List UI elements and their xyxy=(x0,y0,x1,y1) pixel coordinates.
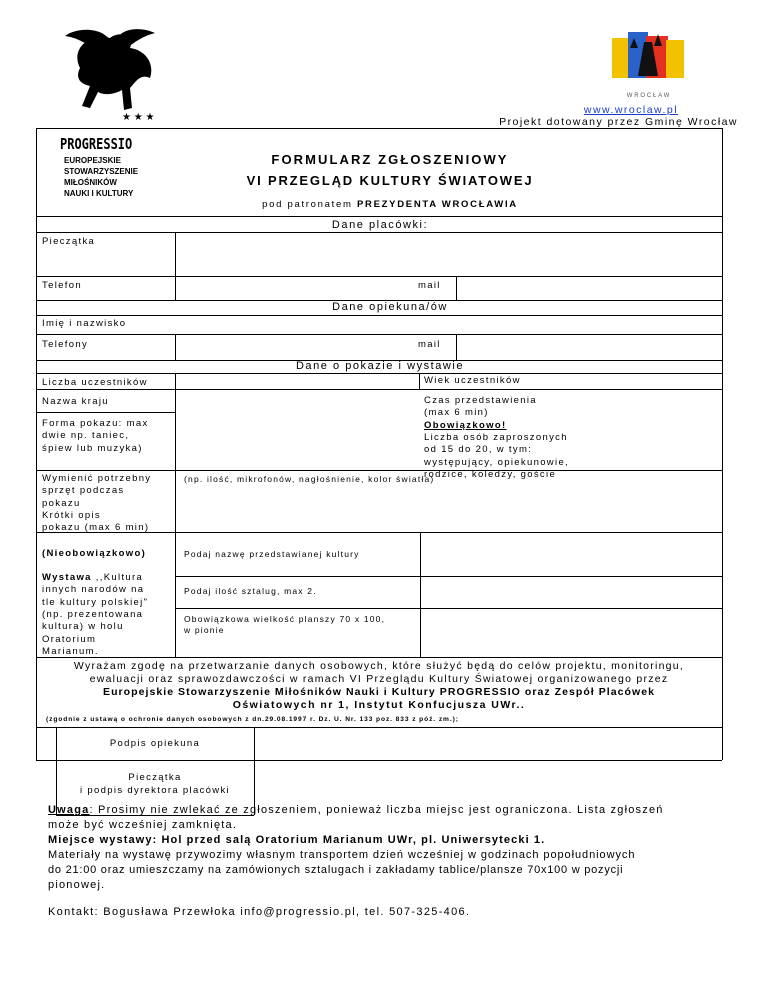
notice-line-4: Materiały na wystawę przywozimy własnym transportem dzień wcześniej w godzinach popołudniowych xyxy=(48,849,636,861)
exhibit-bold: Wystawa xyxy=(42,572,92,583)
director-stamp-label: Pieczątka xyxy=(128,772,182,783)
country-field[interactable] xyxy=(176,391,416,411)
guardian-name-label: Imię i nazwisko xyxy=(42,318,127,329)
guests-line-1: Liczba osób zaproszonych xyxy=(424,432,568,444)
show-form-line-2: dwie np. taniec, xyxy=(42,430,130,442)
consent-line-4: Oświatowych nr 1, Instytut Konfucjusza UWr.. xyxy=(232,699,526,711)
progressio-subtitle-line-3: MIŁOŚNIKÓW xyxy=(64,178,117,187)
notice-text: : Prosimy nie zwlekać ze zgłoszeniem, ponieważ liczba miejsc jest ograniczona. Lista zgłoszeń xyxy=(89,804,664,816)
progressio-subtitle xyxy=(64,155,190,199)
easels-label: Podaj ilość sztalug, max 2. xyxy=(184,586,317,596)
exhibit-line-3: tle kultury polskiej" xyxy=(42,596,149,608)
exhibit-line-2: innych narodów na xyxy=(42,584,145,596)
exhibit-line-4: (np. prezentowana xyxy=(42,609,144,621)
institution-mail-field[interactable] xyxy=(457,277,721,299)
exhibit-line-1: ,,Kultura xyxy=(95,572,144,583)
show-form-line-1: Forma pokazu: max xyxy=(42,418,149,429)
duration-guests-block xyxy=(424,395,720,481)
duration-line-1: Czas przedstawienia xyxy=(424,395,537,406)
consent-line-3: Europejskie Stowarzyszenie Miłośników Nauki i Kultury PROGRESSIO oraz Zespół Placówek xyxy=(103,686,655,698)
guardian-mail-field[interactable] xyxy=(457,335,721,359)
pegasus-icon xyxy=(60,28,170,128)
equipment-field[interactable] xyxy=(176,485,721,529)
guests-line-4: rodzice, koledzy, goście xyxy=(424,469,557,481)
guardian-phones-label: Telefony xyxy=(42,339,89,350)
wroclaw-city-label: WROCŁAW xyxy=(626,93,672,99)
director-signature-label: i podpis dyrektora placówki xyxy=(80,785,230,796)
board-size-line-1: Obowiązkowa wielkość planszy 70 x 100, xyxy=(184,614,386,624)
wroclaw-logo xyxy=(610,28,688,98)
mandatory-label: Obowiązkowo! xyxy=(424,419,507,431)
notice-label: Uwaga xyxy=(48,804,90,816)
patronage-prefix: pod patronatem xyxy=(262,199,353,210)
optional-label: (Nieobowiązkowo) xyxy=(42,548,147,559)
patronage-line xyxy=(190,199,590,210)
notice-line-2: może być wcześniej zamknięta. xyxy=(48,819,238,831)
board-size-line-2: w pionie xyxy=(184,625,225,636)
equipment-line-2: sprzęt podczas xyxy=(42,485,125,497)
form-title: FORMULARZ ZGŁOSZENIOWY xyxy=(271,152,509,167)
phone-label: Telefon xyxy=(42,280,82,291)
exhibit-description xyxy=(42,572,174,658)
consent-law: (zgodnie z ustawą o ochronie danych osobowych z dn.29.08.1997 r. Dz. U. Nr. 133 poz. 833 z póź. zm.); xyxy=(46,716,459,723)
equipment-line-3: pokazu xyxy=(42,497,81,509)
age-label: Wiek uczestników xyxy=(424,375,521,386)
guardian-mail-label: mail xyxy=(418,339,441,350)
form-subtitle: VI PRZEGLĄD KULTURY ŚWIATOWEJ xyxy=(246,173,534,188)
guardian-signature-label: Podpis opiekuna xyxy=(109,738,201,749)
country-label: Nazwa kraju xyxy=(42,396,109,407)
guests-line-3: występujący, opiekunowie, xyxy=(424,456,570,468)
exhibit-line-5: kultura) w holu xyxy=(42,621,124,633)
consent-line-1: Wyrażam zgodę na przetwarzanie danych osobowych, które służyć będą do celów projektu, monitoringu, xyxy=(73,660,685,672)
progressio-logo xyxy=(60,28,190,208)
exhibit-place: Miejsce wystawy: Hol przed salą Oratorium Marianum UWr, pl. Uniwersytecki 1. xyxy=(48,834,546,846)
culture-name-label: Podaj nazwę przedstawianej kultury xyxy=(184,549,360,559)
phone-field[interactable] xyxy=(176,277,406,299)
culture-name-field[interactable] xyxy=(421,533,721,575)
guardian-phones-field[interactable] xyxy=(176,335,406,359)
funding-note: Projekt dotowany przez Gminę Wrocław xyxy=(499,116,738,128)
wroclaw-url-link[interactable]: www.wroclaw.pl xyxy=(583,104,678,116)
exhibit-line-7: Marianum. xyxy=(42,646,99,658)
equipment-line-4: Krótki opis xyxy=(42,510,101,522)
equipment-label xyxy=(42,473,174,535)
exhibit-line-6: Oratorium xyxy=(42,633,97,645)
equipment-line-1: Wymienić potrzebny xyxy=(42,473,152,484)
equipment-line-5: pokazu (max 6 min) xyxy=(42,522,150,534)
exhibit-label xyxy=(42,572,174,658)
section-guardian-heading: Dane opiekuna/ów xyxy=(332,301,448,313)
participants-label: Liczba uczestników xyxy=(42,377,148,388)
notice-line-1 xyxy=(48,804,738,816)
consent-line-2: ewaluacji oraz sprawozdawczości w ramach VI Przeglądu Kultury Światowej organizowanego przez xyxy=(89,673,669,685)
svg-text:★ ★ ★: ★ ★ ★ xyxy=(122,112,155,123)
progressio-subtitle-line-4: NAUKI I KULTURY xyxy=(64,189,134,198)
participants-field[interactable] xyxy=(176,374,418,388)
board-size-field[interactable] xyxy=(421,609,721,656)
section-institution-heading: Dane placówki: xyxy=(331,219,429,231)
equipment-hint: (np. ilość, mikrofonów, nagłośnienie, kolor światła) xyxy=(184,474,435,484)
contact-line: Kontakt: Bogusława Przewłoka info@progressio.pl, tel. 507-325-406. xyxy=(48,906,471,918)
show-form-line-3: śpiew lub muzyka) xyxy=(42,442,143,454)
wroclaw-city-icon xyxy=(610,28,688,88)
show-form-field[interactable] xyxy=(176,413,416,469)
notice-line-5: do 21:00 oraz umieszczamy na zamówionych sztalugach i zakładamy tablice/plansze 70x100 w pozycji xyxy=(48,864,624,876)
section-show-heading: Dane o pokazie i wystawie xyxy=(295,360,465,372)
guests-line-2: od 15 do 20, w tym: xyxy=(424,444,533,456)
notice-line-6: pionowej. xyxy=(48,879,106,891)
institution-mail-label: mail xyxy=(418,280,441,291)
guardian-name-field[interactable] xyxy=(176,316,721,333)
progressio-subtitle-line-2: STOWARZYSZENIE xyxy=(64,167,139,176)
patronage-bold: PREZYDENTA WROCŁAWIA xyxy=(357,199,518,210)
progressio-name: PROGRESSIO xyxy=(60,135,133,153)
stamp-field[interactable] xyxy=(176,233,721,276)
show-form-label xyxy=(42,418,174,455)
duration-line-2: (max 6 min) xyxy=(424,407,489,419)
stamp-label: Pieczątka xyxy=(42,236,96,247)
board-size-label xyxy=(184,614,416,636)
progressio-subtitle-line-1: EUROPEJSKIE xyxy=(64,156,121,165)
easels-field[interactable] xyxy=(421,577,721,607)
